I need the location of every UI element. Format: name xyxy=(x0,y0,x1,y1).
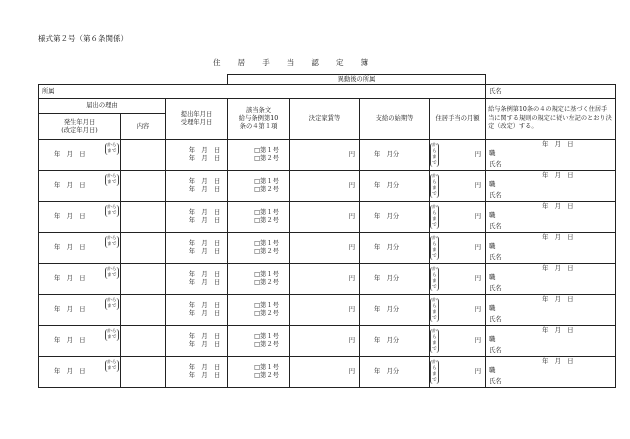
occurrence-date-cell[interactable]: 年 月 日 から まで xyxy=(39,171,121,202)
content-cell[interactable] xyxy=(121,171,166,202)
payment-start-cell[interactable]: 年 月分 から まで xyxy=(360,202,430,233)
monthly-amount-cell[interactable]: 円 xyxy=(430,171,486,202)
article-items-cell[interactable]: □第１号 □第２号 xyxy=(228,202,290,233)
ledger-row xyxy=(39,202,616,233)
period-bracket: から まで xyxy=(432,143,437,166)
article-header: 該当条文 給与条例第10 条の４第１項 xyxy=(228,99,290,140)
rent-cell[interactable]: 円 xyxy=(290,264,360,295)
payment-start-header: 支給の始期等 xyxy=(360,99,430,140)
rent-cell[interactable]: 円 xyxy=(290,326,360,357)
ledger-row xyxy=(39,171,616,202)
occurrence-date-cell[interactable]: 年 月 日 から まで xyxy=(39,202,121,233)
approval-cell[interactable]: 年 月 日 職 氏名 xyxy=(486,171,616,202)
period-bracket: から まで xyxy=(107,360,117,371)
occurrence-date-cell[interactable]: 年 月 日 から まで xyxy=(39,140,121,171)
submit-receipt-cell[interactable]: 年 月 日 年 月 日 xyxy=(166,326,228,357)
article-items-cell[interactable]: □第１号 □第２号 xyxy=(228,140,290,171)
monthly-amount-cell[interactable]: 円 xyxy=(430,295,486,326)
content-cell[interactable] xyxy=(121,202,166,233)
content-cell[interactable] xyxy=(121,264,166,295)
rent-cell[interactable]: 円 xyxy=(290,140,360,171)
monthly-amount-cell[interactable]: 円 xyxy=(430,357,486,388)
payment-start-cell[interactable]: 年 月分 から まで xyxy=(360,326,430,357)
approval-cell[interactable]: 年 月 日 職 氏名 xyxy=(486,233,616,264)
submit-receipt-header: 提出年月日 受理年月日 xyxy=(166,99,228,140)
approval-notice: 給与条例第10条の４の規定に基づく住居手当に関する規則の規定に従い左記のとおり決定（改定）する。 xyxy=(486,99,616,140)
rent-header: 決定家賃等 xyxy=(290,99,360,140)
ledger-row xyxy=(39,264,616,295)
period-bracket: から まで xyxy=(432,360,437,383)
submit-receipt-cell[interactable]: 年 月 日 年 月 日 xyxy=(166,295,228,326)
content-cell[interactable] xyxy=(121,233,166,264)
rent-cell[interactable]: 円 xyxy=(290,233,360,264)
period-bracket: から まで xyxy=(107,329,117,340)
transfer-dept-header: 異動後の所属 xyxy=(228,75,486,85)
occurrence-date-cell[interactable]: 年 月 日 から まで xyxy=(39,295,121,326)
approval-cell[interactable]: 年 月 日 職 氏名 xyxy=(486,140,616,171)
rent-cell[interactable]: 円 xyxy=(290,171,360,202)
form-number: 様式第２号（第６条関係） xyxy=(38,34,128,43)
submit-receipt-cell[interactable]: 年 月 日 年 月 日 xyxy=(166,233,228,264)
monthly-amount-cell[interactable]: 円 xyxy=(430,233,486,264)
article-items-cell[interactable]: □第１号 □第２号 xyxy=(228,171,290,202)
occurrence-date-header: 発生年月日 (改定年月日) xyxy=(39,114,121,140)
article-items-cell[interactable]: □第１号 □第２号 xyxy=(228,233,290,264)
period-bracket: から まで xyxy=(107,174,117,185)
period-bracket: から まで xyxy=(107,298,117,309)
occurrence-date-cell[interactable]: 年 月 日 から まで xyxy=(39,357,121,388)
approval-cell[interactable]: 年 月 日 職 氏名 xyxy=(486,202,616,233)
monthly-amount-header: 住居手当の月額 xyxy=(430,99,486,140)
submit-receipt-cell[interactable]: 年 月 日 年 月 日 xyxy=(166,140,228,171)
article-items-cell[interactable]: □第１号 □第２号 xyxy=(228,295,290,326)
period-bracket: から まで xyxy=(107,143,117,154)
period-bracket: から まで xyxy=(107,236,117,247)
approval-cell[interactable]: 年 月 日 職 氏名 xyxy=(486,264,616,295)
ledger-row xyxy=(39,326,616,357)
article-items-cell[interactable]: □第１号 □第２号 xyxy=(228,357,290,388)
rent-cell[interactable]: 円 xyxy=(290,202,360,233)
monthly-amount-cell[interactable]: 円 xyxy=(430,264,486,295)
ledger-row xyxy=(39,233,616,264)
content-cell[interactable] xyxy=(121,357,166,388)
period-bracket: から まで xyxy=(432,298,437,321)
period-bracket: から まで xyxy=(107,267,117,278)
article-items-cell[interactable]: □第１号 □第２号 xyxy=(228,264,290,295)
monthly-amount-cell[interactable]: 円 xyxy=(430,140,486,171)
period-bracket: から まで xyxy=(432,267,437,290)
submit-receipt-cell[interactable]: 年 月 日 年 月 日 xyxy=(166,202,228,233)
payment-start-cell[interactable]: 年 月分 から まで xyxy=(360,295,430,326)
approval-cell[interactable]: 年 月 日 職 氏名 xyxy=(486,326,616,357)
content-cell[interactable] xyxy=(121,295,166,326)
submit-receipt-cell[interactable]: 年 月 日 年 月 日 xyxy=(166,171,228,202)
article-items-cell[interactable]: □第１号 □第２号 xyxy=(228,326,290,357)
housing-allowance-ledger xyxy=(38,74,616,388)
monthly-amount-cell[interactable]: 円 xyxy=(430,202,486,233)
monthly-amount-cell[interactable]: 円 xyxy=(430,326,486,357)
period-bracket: から まで xyxy=(107,205,117,216)
occurrence-date-cell[interactable]: 年 月 日 から まで xyxy=(39,264,121,295)
document-title: 住 居 手 当 認 定 簿 xyxy=(213,58,369,67)
name-label: 氏名 xyxy=(486,85,616,99)
ledger-row xyxy=(39,357,616,388)
dept-label: 所属 xyxy=(39,85,121,99)
occurrence-date-cell[interactable]: 年 月 日 から まで xyxy=(39,233,121,264)
payment-start-cell[interactable]: 年 月分 から まで xyxy=(360,264,430,295)
content-header: 内容 xyxy=(121,114,166,140)
period-bracket: から まで xyxy=(432,329,437,352)
payment-start-cell[interactable]: 年 月分 から まで xyxy=(360,233,430,264)
payment-start-cell[interactable]: 年 月分 から まで xyxy=(360,171,430,202)
transfer-dept-value[interactable] xyxy=(228,85,486,99)
payment-start-cell[interactable]: 年 月分 から まで xyxy=(360,357,430,388)
rent-cell[interactable]: 円 xyxy=(290,295,360,326)
period-bracket: から まで xyxy=(432,205,437,228)
period-bracket: から まで xyxy=(432,236,437,259)
occurrence-date-cell[interactable]: 年 月 日 から まで xyxy=(39,326,121,357)
rent-cell[interactable]: 円 xyxy=(290,357,360,388)
approval-cell[interactable]: 年 月 日 職 氏名 xyxy=(486,357,616,388)
ledger-row xyxy=(39,140,616,171)
approval-cell[interactable]: 年 月 日 職 氏名 xyxy=(486,295,616,326)
submit-receipt-cell[interactable]: 年 月 日 年 月 日 xyxy=(166,357,228,388)
payment-start-cell[interactable]: 年 月分 から まで xyxy=(360,140,430,171)
content-cell[interactable] xyxy=(121,326,166,357)
content-cell[interactable] xyxy=(121,140,166,171)
period-bracket: から まで xyxy=(432,174,437,197)
ledger-row xyxy=(39,295,616,326)
reason-header: 届出の理由 xyxy=(39,99,166,114)
dept-value[interactable] xyxy=(121,85,228,99)
submit-receipt-cell[interactable]: 年 月 日 年 月 日 xyxy=(166,264,228,295)
